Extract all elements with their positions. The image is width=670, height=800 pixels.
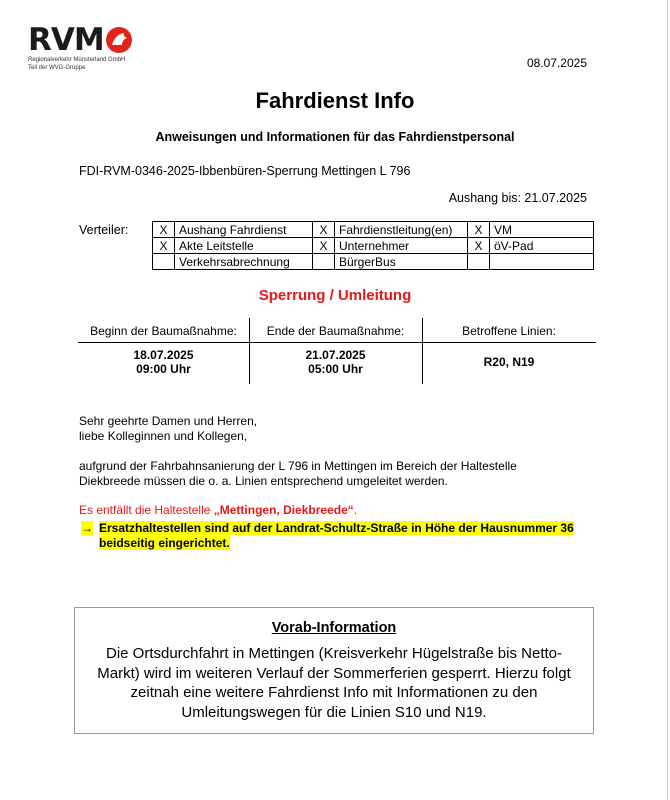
verteiler-item: Fahrdienstleitung(en) [335, 222, 468, 238]
verteiler-row [153, 222, 594, 238]
end-date: 21.07.2025 [305, 348, 366, 362]
table-divider [78, 342, 596, 343]
cancelled-stop-notice [79, 503, 357, 517]
replacement-stop-text [99, 521, 579, 551]
verteiler-label: Verteiler: [79, 223, 129, 237]
verteiler-item: Akte Leitstelle [175, 238, 313, 254]
body-line: Diekbreede müssen die o. a. Linien entsprechend umgeleitet werden. [79, 474, 448, 488]
verteiler-item: Aushang Fahrdienst [175, 222, 313, 238]
verteiler-mark: X [468, 222, 490, 238]
document-date: 08.07.2025 [526, 56, 587, 70]
verteiler-table [152, 221, 594, 270]
verteiler-mark: X [313, 222, 335, 238]
logo-horse-icon [105, 26, 133, 54]
reference-number: FDI-RVM-0346-2025-Ibbenbüren-Sperrung Mettingen L 796 [79, 164, 411, 178]
notice-suffix: . [353, 503, 358, 517]
verteiler-row [153, 238, 594, 254]
verteiler-item: VM [490, 222, 594, 238]
body-paragraph [79, 459, 549, 489]
replacement-line: Ersatzhaltestellen sind auf der Landrat-Schultz-Straße in Höhe der Hausnummer 36 [99, 521, 574, 535]
end-value [249, 348, 422, 376]
verteiler-item [490, 254, 594, 270]
sperrung-heading: Sperrung / Umleitung [258, 287, 412, 304]
page-title: Fahrdienst Info [255, 88, 415, 113]
logo-subtitle-2: Teil der WVG-Gruppe [28, 65, 86, 71]
begin-value [78, 348, 249, 376]
logo-text: RVM [28, 22, 104, 58]
aushang-until: Aushang bis: 21.07.2025 [448, 191, 587, 205]
verteiler-item: BürgerBus [335, 254, 468, 270]
cancelled-stop-name: „Mettingen, Diekbreede“ [213, 503, 354, 517]
greeting [79, 414, 257, 444]
end-time: 05:00 Uhr [308, 362, 363, 376]
begin-time: 09:00 Uhr [136, 362, 191, 376]
verteiler-mark [153, 254, 175, 270]
page-subtitle: Anweisungen und Informationen für das Fahrdienstpersonal [155, 130, 515, 144]
replacement-stop-note [79, 521, 579, 551]
verteiler-mark: X [153, 222, 175, 238]
verteiler-row [153, 254, 594, 270]
verteiler-mark: X [468, 238, 490, 254]
logo-subtitle-1: Regionalverkehr Münsterland GmbH [28, 57, 126, 63]
logo-wordmark [28, 24, 148, 56]
rvm-logo [28, 24, 148, 72]
baumassnahme-table [78, 318, 596, 384]
arrow-icon: → [81, 521, 93, 535]
verteiler-mark: X [153, 238, 175, 254]
replacement-line: beidseitig eingerichtet. [99, 536, 230, 550]
begin-label: Beginn der Baumaßnahme: [90, 324, 237, 338]
lines-label: Betroffene Linien: [462, 324, 556, 338]
notice-prefix: Es entfällt die Haltestelle [79, 503, 214, 517]
vorab-text: Die Ortsdurchfahrt in Mettingen (Kreisverkehr Hügelstraße bis Netto-Markt) wird im weiteren Verlauf der Sommerferien gesperrt. Hierzu folgt zeitnah eine weitere Fahrdienst Info mit Informationen zu den Umleitungswegen für die Linien S10 und N19. [97, 645, 571, 721]
body-line: aufgrund der Fahrbahnsanierung der L 796 in Mettingen im Bereich der Haltestelle [79, 459, 517, 473]
end-label: Ende der Baumaßnahme: [266, 324, 405, 338]
verteiler-mark [468, 254, 490, 270]
affected-lines: R20, N19 [483, 355, 535, 369]
verteiler-mark: X [313, 238, 335, 254]
vorab-title: Vorab-Information [271, 620, 397, 636]
verteiler-item: öV-Pad [490, 238, 594, 254]
verteiler-mark [313, 254, 335, 270]
greeting-line: liebe Kolleginnen und Kollegen, [79, 429, 248, 443]
vorab-information-box [74, 607, 594, 734]
verteiler-item: Verkehrsabrechnung [175, 254, 313, 270]
verteiler-item: Unternehmer [335, 238, 468, 254]
greeting-line: Sehr geehrte Damen und Herren, [79, 414, 258, 428]
begin-date: 18.07.2025 [133, 348, 194, 362]
